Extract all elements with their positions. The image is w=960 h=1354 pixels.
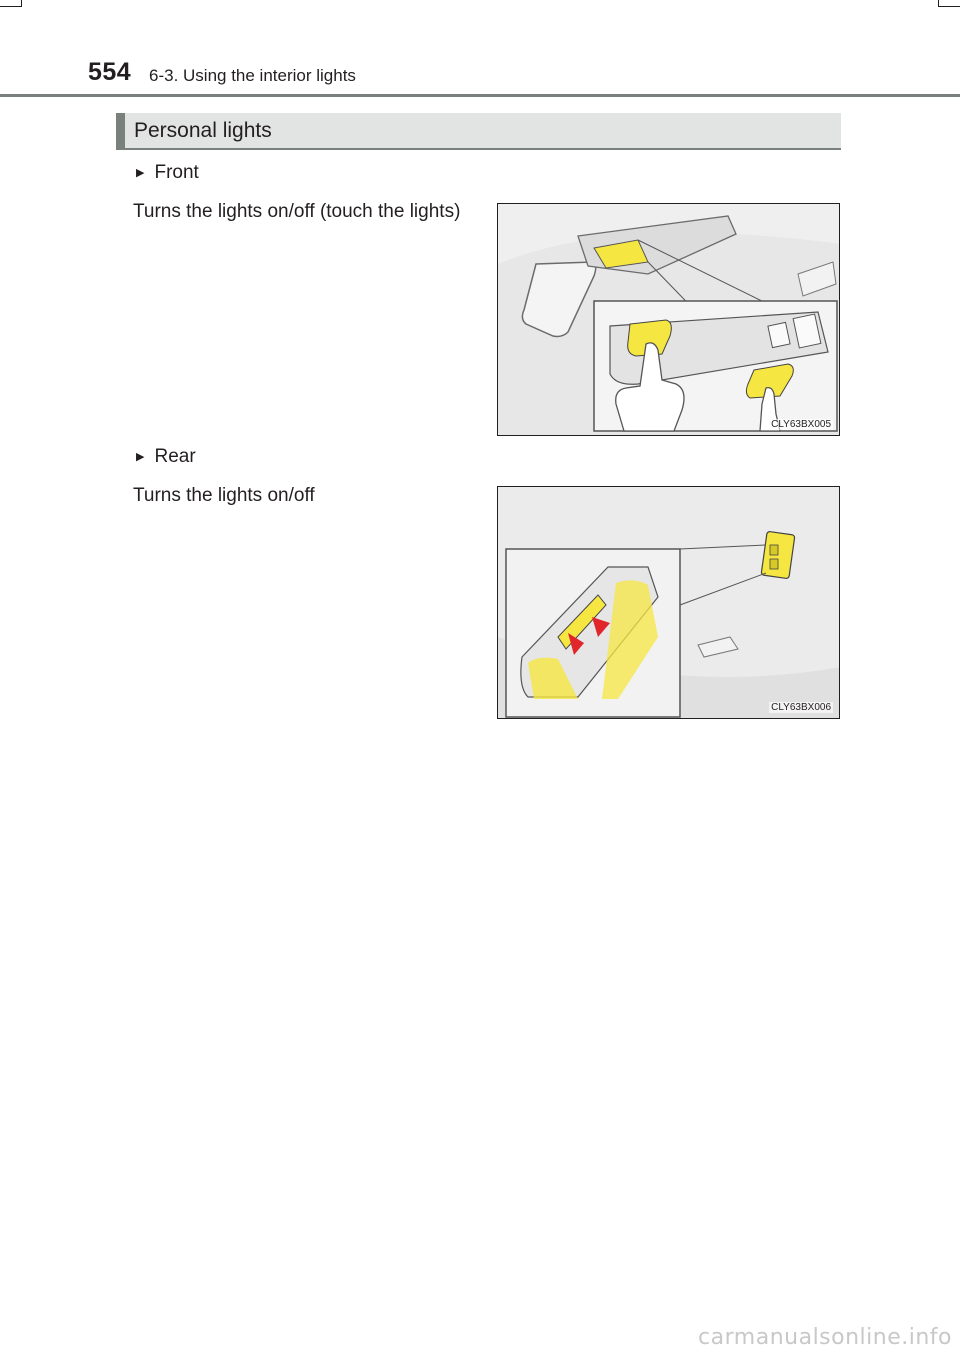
rear-subheading (136, 446, 196, 468)
triangle-bullet-icon: ▶ (136, 451, 145, 463)
front-description: Turns the lights on/off (touch the lights) (133, 201, 461, 222)
section-heading (116, 113, 841, 150)
crop-mark (0, 6, 22, 7)
watermark-text: carmanualsonline.info (698, 1325, 952, 1350)
rear-description: Turns the lights on/off (133, 485, 315, 506)
crop-mark (938, 6, 960, 7)
triangle-bullet-icon: ▶ (136, 167, 145, 179)
heading-accent (116, 113, 125, 148)
front-figure-code: CLY63BX005 (771, 419, 831, 430)
rear-label: Rear (154, 446, 196, 467)
header-rule (0, 94, 960, 97)
section-title: 6-3. Using the interior lights (149, 66, 356, 85)
front-subheading (136, 162, 199, 184)
rear-light-figure (497, 486, 840, 719)
front-label: Front (154, 162, 199, 183)
rear-ceiling-light-illustration (498, 487, 840, 719)
page-number: 554 (88, 58, 132, 86)
front-light-figure (497, 203, 840, 436)
heading-text: Personal lights (134, 119, 272, 142)
rear-figure-code: CLY63BX006 (771, 702, 831, 713)
front-overhead-console-illustration (498, 204, 840, 436)
